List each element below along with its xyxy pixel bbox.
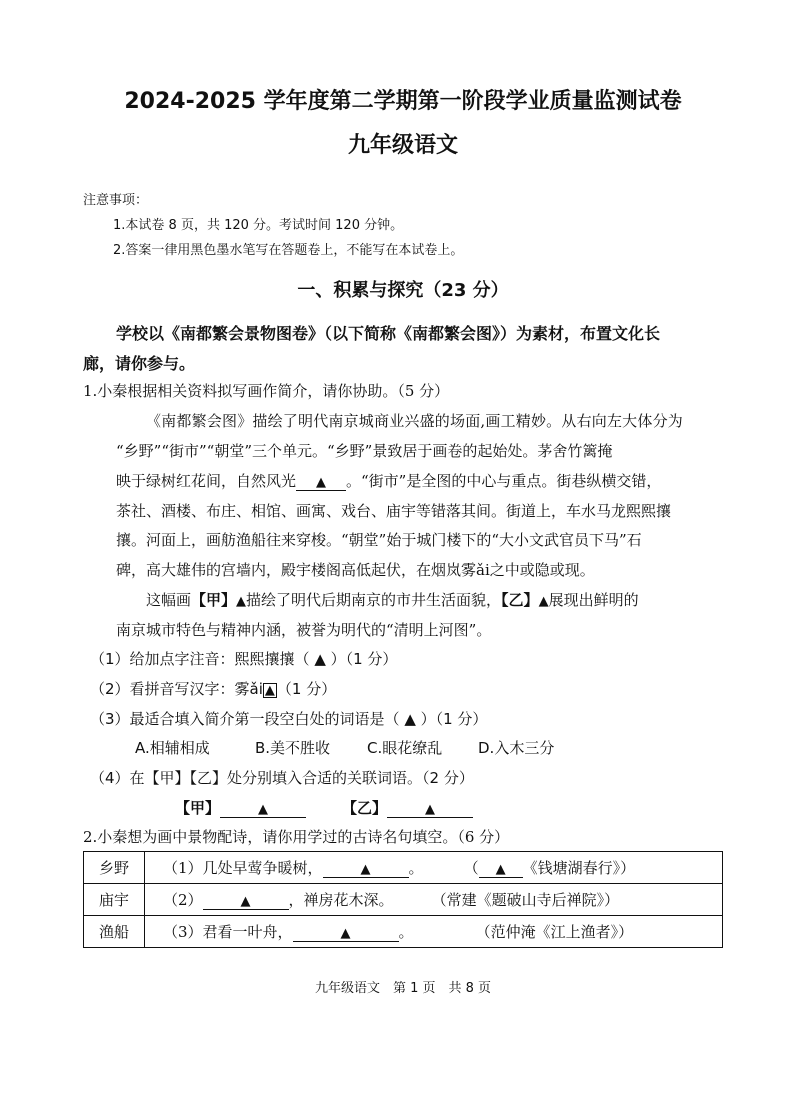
section-intro-line2: 廊，请你参与。 xyxy=(83,354,196,373)
passage-line-6: 碑，高大雄伟的宫墙内，殿宇楼阁高低起伏，在烟岚雾ǎi之中或隐或现。 xyxy=(116,561,595,579)
section-intro-line1: 学校以《南都繁会景物图卷》（以下简称《南都繁会图》）为素材，布置文化长 xyxy=(116,324,661,343)
q1-sub3: （3）最适合填入简介第一段空白处的词语是（ ▲ ）（1 分） xyxy=(90,710,488,728)
table-row xyxy=(84,884,723,916)
author-blank: ▲ xyxy=(479,861,523,878)
blank-jia: ▲ xyxy=(236,594,247,609)
table-row xyxy=(84,852,723,884)
blank-yi: ▲ xyxy=(538,594,549,609)
fill-jia: 【甲】 ▲ xyxy=(175,797,306,818)
passage-line-5: 攘。河面上，画舫渔船往来穿梭。“朝堂”始于城门楼下的“大小文武官员下马”石 xyxy=(116,531,642,549)
passage-line-2: “乡野”“街市”“朝堂”三个单元。“乡野”景致居于画卷的起始处。茅舍竹篱掩 xyxy=(116,442,613,460)
option-a: A.相辅相成 xyxy=(135,739,210,757)
page-footer: 九年级语文 第 1 页 共 8 页 xyxy=(314,981,492,996)
answer-box: ▲ xyxy=(264,683,275,698)
passage-line-1: 《南都繁会图》描绘了明代南京城商业兴盛的场面,画工精妙。从右向左大体分为 xyxy=(146,412,683,430)
note-item-2: 2.答案一律用黑色墨水笔写在答题卷上，不能写在本试卷上。 xyxy=(113,243,464,258)
passage-line-3-b: 。“街市”是全图的中心与重点。街巷纵横交错， xyxy=(346,472,662,490)
poem-table xyxy=(83,851,723,948)
row-content: （3）君看一叶舟， ▲ 。 （范仲淹《江上渔者》） xyxy=(145,916,723,948)
fill-yi: 【乙】 ▲ xyxy=(342,797,473,818)
option-c: C.眼花缭乱 xyxy=(367,739,443,757)
pinyin-ai: ǎi xyxy=(476,561,490,579)
exam-subtitle: 九年级语文 xyxy=(347,133,458,158)
passage-line-7: 这幅画【甲】▲描绘了明代后期南京的市井生活面貌，【乙】▲展现出鲜明的 xyxy=(146,591,639,609)
tag-yi: 【乙】 xyxy=(501,591,539,609)
passage-line-3-a: 映于绿树红花间，自然风光 xyxy=(116,472,297,490)
answer-blank: ▲ xyxy=(296,474,346,491)
blank-jia-line: ▲ xyxy=(220,801,306,818)
q1-sub2: （2）看拼音写汉字：雾ǎi ▲ （1 分） xyxy=(90,680,337,698)
option-d: D.入木三分 xyxy=(478,739,555,757)
exam-title: 2024-2025 学年度第二学期第一阶段学业质量监测试卷 xyxy=(124,89,682,114)
passage-line-8: 南京城市特色与精神内涵，被誉为明代的“清明上河图”。 xyxy=(116,621,492,639)
blank-yi-line: ▲ xyxy=(387,801,473,818)
passage-line-3 xyxy=(116,470,661,491)
q1-sub1: （1）给加点字注音：熙熙攘攘（ ▲ ）（1 分） xyxy=(90,650,398,668)
section-title: 一、积累与探究（23 分） xyxy=(297,280,509,301)
row-place: 庙宇 xyxy=(84,884,145,916)
poem-blank: ▲ xyxy=(203,893,289,910)
q2-stem: 2.小秦想为画中景物配诗，请你用学过的古诗名句填空。（6 分） xyxy=(83,828,510,846)
tag-jia: 【甲】 xyxy=(191,591,237,609)
q1-sub4: （4）在【甲】【乙】处分别填入合适的关联词语。（2 分） xyxy=(90,769,474,787)
note-item-1: 1.本试卷 8 页，共 120 分。考试时间 120 分钟。 xyxy=(113,218,404,233)
q1-stem: 1.小秦根据相关资料拟写画作简介，请你协助。（5 分） xyxy=(83,382,450,400)
row-place: 乡野 xyxy=(84,852,145,884)
table-row xyxy=(84,916,723,948)
row-place: 渔船 xyxy=(84,916,145,948)
notes-heading: 注意事项： xyxy=(83,193,149,208)
option-b: B.美不胜收 xyxy=(255,739,331,757)
poem-blank: ▲ xyxy=(293,925,399,942)
poem-blank: ▲ xyxy=(323,861,409,878)
row-content: （1）几处早莺争暖树， ▲ 。 （ ▲ 《钱塘湖春行》） xyxy=(145,852,723,884)
row-content: （2） ▲ ，禅房花木深。 （常建《题破山寺后禅院》） xyxy=(145,884,723,916)
passage-line-4: 茶社、酒楼、布庄、相馆、画寓、戏台、庙宇等错落其间。街道上，车水马龙熙熙攘 xyxy=(116,502,672,520)
